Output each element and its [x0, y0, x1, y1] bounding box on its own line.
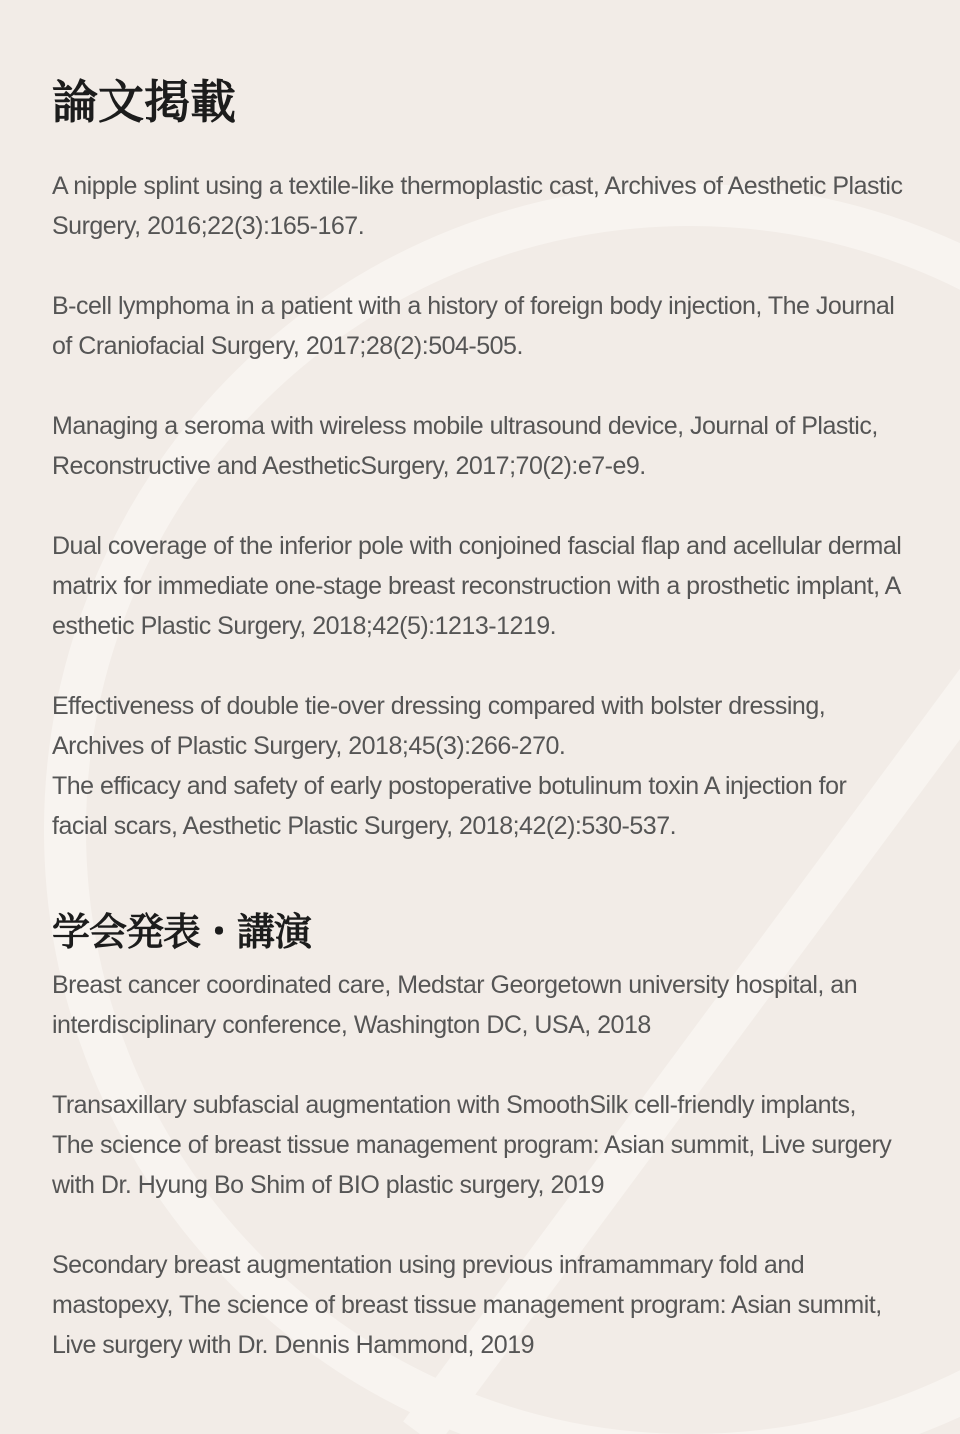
- paper-entry: [52, 286, 942, 366]
- presentation-entry-line: interdisciplinary conference, Washington DC, USA, 2018: [52, 1011, 651, 1039]
- presentation-entry-line: Live surgery with Dr. Dennis Hammond, 2019: [52, 1331, 535, 1359]
- paper-entry-line: Managing a seroma with wireless mobile ultrasound device, Journal of Plastic,: [52, 412, 878, 440]
- presentations-heading: 学会発表・講演: [52, 910, 312, 954]
- paper-entry: [52, 686, 942, 846]
- presentation-entry-line: Breast cancer coordinated care, Medstar Georgetown university hospital, an: [52, 971, 858, 999]
- papers-heading: 論文掲載: [52, 75, 236, 129]
- paper-entry-line: Archives of Plastic Surgery, 2018;45(3):266-270.: [52, 732, 566, 760]
- paper-entry-line: matrix for immediate one-stage breast reconstruction with a prosthetic implant, A: [52, 572, 901, 600]
- presentation-entry-line: with Dr. Hyung Bo Shim of BIO plastic surgery, 2019: [52, 1171, 605, 1199]
- paper-entry-line: The efficacy and safety of early postoperative botulinum toxin A injection for: [52, 772, 847, 800]
- presentation-entry: [52, 1245, 942, 1365]
- paper-entry-line: Dual coverage of the inferior pole with conjoined fascial flap and acellular dermal: [52, 532, 902, 560]
- paper-entry-line: facial scars, Aesthetic Plastic Surgery, 2018;42(2):530-537.: [52, 812, 677, 840]
- presentation-entry-line: Transaxillary subfascial augmentation with SmoothSilk cell-friendly implants,: [52, 1091, 856, 1119]
- presentation-entry: [52, 965, 942, 1045]
- presentation-entry-line: Secondary breast augmentation using previous inframammary fold and: [52, 1251, 805, 1279]
- paper-entry-line: Effectiveness of double tie-over dressing compared with bolster dressing,: [52, 692, 826, 720]
- paper-entry-line: Reconstructive and AestheticSurgery, 2017;70(2):e7-e9.: [52, 452, 646, 480]
- paper-entry: [52, 406, 942, 486]
- paper-entry: [52, 166, 942, 246]
- presentation-entry-line: mastopexy, The science of breast tissue management program: Asian summit,: [52, 1291, 882, 1319]
- presentation-entry-line: The science of breast tissue management program: Asian summit, Live surgery: [52, 1131, 892, 1159]
- paper-entry-line: A nipple splint using a textile-like thermoplastic cast, Archives of Aesthetic Plastic: [52, 172, 903, 200]
- presentations-list: [52, 965, 942, 1365]
- paper-entry: [52, 526, 942, 646]
- papers-list: [52, 166, 942, 846]
- paper-entry-line: of Craniofacial Surgery, 2017;28(2):504-505.: [52, 332, 523, 360]
- paper-entry-line: esthetic Plastic Surgery, 2018;42(5):1213-1219.: [52, 612, 557, 640]
- presentation-entry: [52, 1085, 942, 1205]
- paper-entry-line: Surgery, 2016;22(3):165-167.: [52, 212, 365, 240]
- paper-entry-line: B-cell lymphoma in a patient with a history of foreign body injection, The Journal: [52, 292, 895, 320]
